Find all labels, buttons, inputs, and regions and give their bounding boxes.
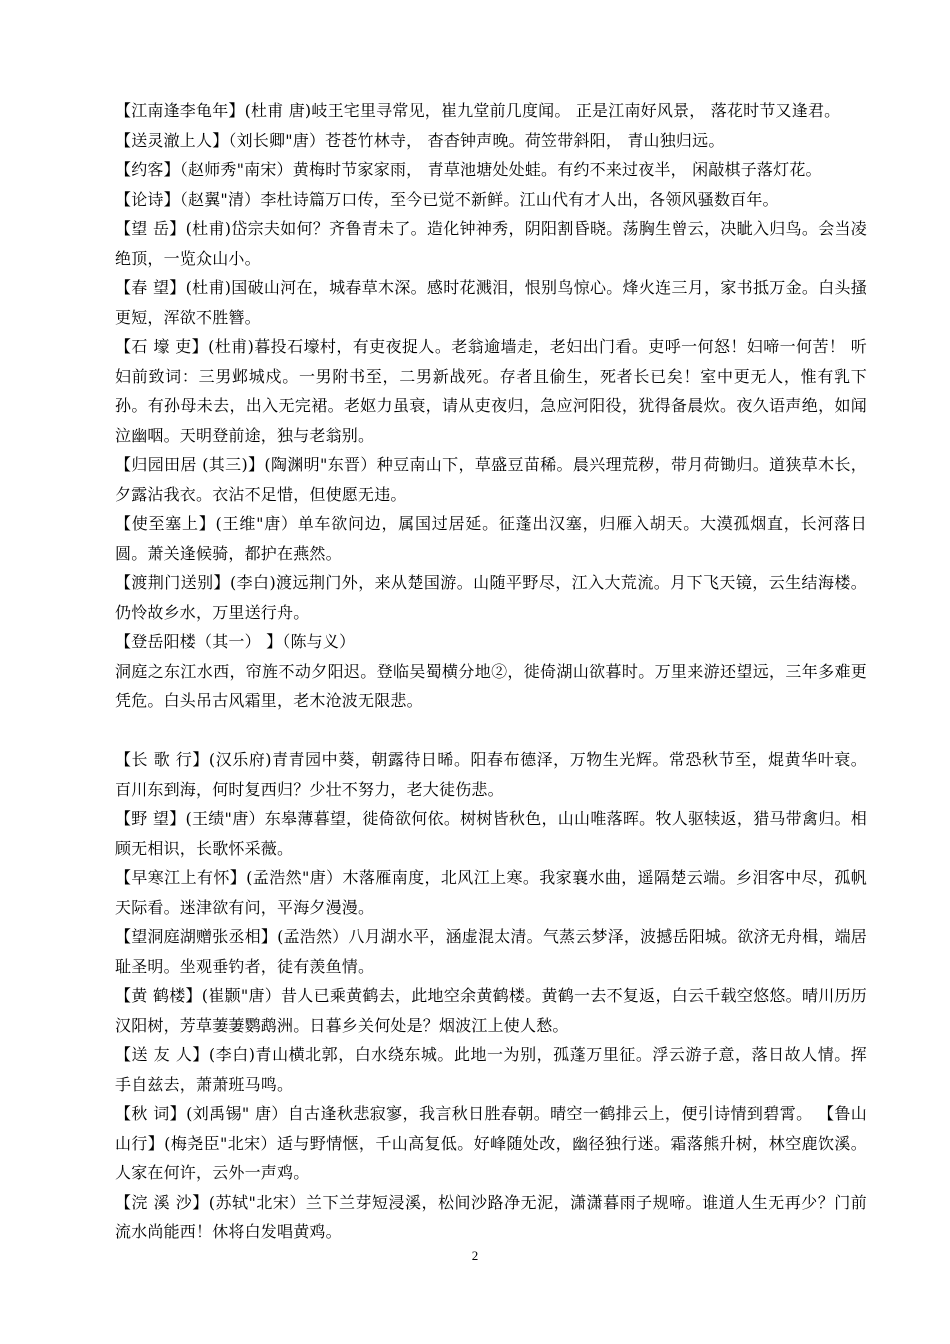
poem-yue-ke: 【约客】（赵师秀"南宋）黄梅时节家家雨， 青草池塘处处蛙。有约不来过夜半， 闲敲棋子落灯花。 xyxy=(115,160,822,179)
poem-chun-wang: 【春 望】(杜甫)国破山河在，城春草木深。感时花溅泪，恨别鸟惊心。烽火连三月，家书抵万金。白头搔更短，浑欲不胜簪。 xyxy=(115,278,867,327)
poem-list xyxy=(115,96,867,1247)
poem-wang-yue: 【望 岳】(杜甫)岱宗夫如何？齐鲁青未了。造化钟神秀，阴阳割昏晓。荡胸生曾云，决眦入归鸟。会当凌绝顶，一览众山小。 xyxy=(115,219,867,268)
poem-huan-xi-sha: 【浣 溪 沙】(苏轼"北宋）兰下兰芽短浸溪，松间沙路净无泥，潇潇暮雨子规啼。谁道人生无再少？门前流水尚能西！休将白发唱黄鸡。 xyxy=(115,1192,867,1241)
poem-zao-han-jiang-shang: 【早寒江上有怀】(孟浩然"唐）木落雁南度，北风江上寒。我家襄水曲，遥隔楚云端。乡泪客中尽，孤帆天际看。迷津欲有问，平海夕漫漫。 xyxy=(115,868,867,917)
poem-song-you-ren: 【送 友 人】(李白)青山横北郭，白水绕东城。此地一为别，孤蓬万里征。浮云游子意，落日故人情。挥手自兹去，萧萧班马鸣。 xyxy=(115,1045,867,1094)
poem-chang-ge-xing: 【长 歌 行】(汉乐府)青青园中葵，朝露待日晞。阳春布德泽，万物生光辉。常恐秋节至，焜黄华叶衰。百川东到海，何时复西归？少壮不努力，老大徒伤悲。 xyxy=(115,750,867,799)
poem-qiu-ci: 【秋 词】(刘禹锡" 唐）自古逢秋悲寂寥，我言秋日胜春朝。晴空一鹤排云上，便引诗情到碧霄。 【鲁山山行】(梅尧臣"北宋）适与野情惬，千山高复低。好峰随处改，幽径独行迷。霜落熊升树，林空鹿饮溪。人家在何许，云外一声鸡。 xyxy=(115,1104,867,1182)
page-number: 2 xyxy=(471,1248,479,1263)
poem-huang-he-lou: 【黄 鹤楼】(崔颢"唐）昔人已乘黄鹤去，此地空余黄鹤楼。黄鹤一去不复返，白云千载空悠悠。晴川历历汉阳树，芳草萋萋鹦鹉洲。日暮乡关何处是？烟波江上使人愁。 xyxy=(115,986,867,1035)
poem-jiangnan-feng-li-guinian: 【江南逢李龟年】(杜甫 唐)岐王宅里寻常见，崔九堂前几度闻。 正是江南好风景， 落花时节又逢君。 xyxy=(115,101,841,120)
poem-deng-yueyang-lou-body: 洞庭之东江水西，帘旌不动夕阳迟。登临吴蜀横分地②，徙倚湖山欲暮时。万里来游还望远，三年多难更凭危。白头吊古风霜里，老木沧波无限悲。 xyxy=(115,661,867,710)
poem-wang-dongting-hu: 【望洞庭湖赠张丞相】(孟浩然）八月湖水平，涵虚混太清。气蒸云梦泽，波撼岳阳城。欲济无舟楫，端居耻圣明。坐观垂钓者，徒有羡鱼情。 xyxy=(115,927,867,976)
poem-ye-wang: 【野 望】(王绩"唐）东皋薄暮望，徙倚欲何依。树树皆秋色，山山唯落晖。牧人驱犊返，猎马带禽归。相顾无相识，长歌怀采薇。 xyxy=(115,809,867,858)
poem-du-jingmen-songbie: 【渡荆门送别】(李白)渡远荆门外，来从楚国游。山随平野尽，江入大荒流。月下飞天镜，云生结海楼。仍怜故乡水，万里送行舟。 xyxy=(115,573,867,622)
poem-song-lingche-shangren: 【送灵澈上人】（刘长卿"唐）苍苍竹林寺， 杳杳钟声晚。荷笠带斜阳， 青山独归远。 xyxy=(115,130,725,150)
poem-shi-zhi-sai-shang: 【使至塞上】(王维"唐）单车欲问边，属国过居延。征蓬出汉塞，归雁入胡天。大漠孤烟直，长河落日圆。萧关逢候骑，都护在燕然。 xyxy=(115,514,867,563)
poem-gui-yuan-tian-ju: 【归园田居 (其三)】(陶渊明"东晋）种豆南山下，草盛豆苗稀。晨兴理荒秽，带月荷锄归。道狭草木长，夕露沾我衣。衣沾不足惜，但使愿无违。 xyxy=(115,455,867,504)
poem-lun-shi: 【论诗】（赵翼"清）李杜诗篇万口传，至今已觉不新鲜。江山代有才人出，各领风骚数百年。 xyxy=(115,189,779,209)
blank-line xyxy=(115,716,867,746)
poem-shi-hao-li: 【石 壕 吏】(杜甫)暮投石壕村，有吏夜捉人。老翁逾墙走，老妇出门看。吏呼一何怒！妇啼一何苦！ 听妇前致词：三男邺城戍。一男附书至，二男新战死。存者且偷生，死者长已矣！室中更无人，惟有乳下孙。有孙母未去，出入无完裙。老妪力虽衰，请从吏夜归，急应河阳役，犹得备晨炊。夜久语声绝，如闻泣幽咽。天明登前途，独与老翁别。 xyxy=(115,337,867,445)
poem-deng-yueyang-lou-title: 【登岳阳楼（其一） 】（陈与义） xyxy=(115,632,356,651)
